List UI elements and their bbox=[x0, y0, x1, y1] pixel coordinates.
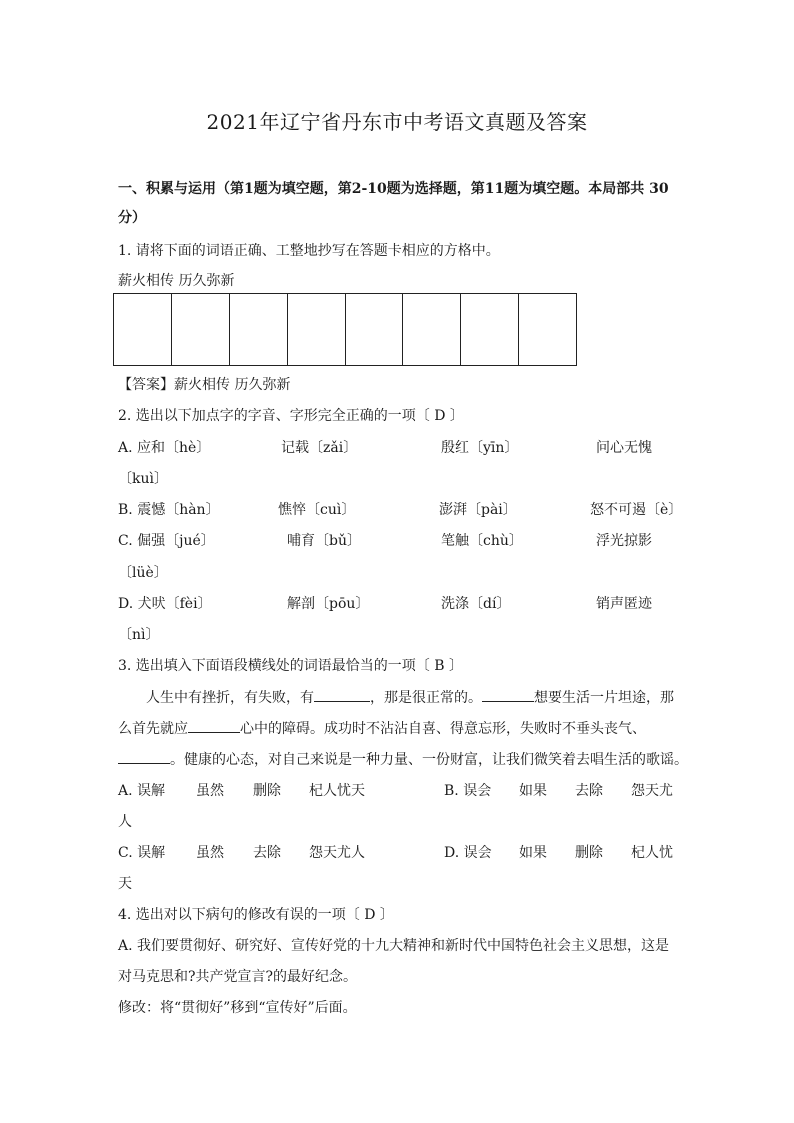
grid-cell[interactable] bbox=[230, 294, 288, 365]
q1-answer: 【答案】薪火相传 历久弥新 bbox=[118, 377, 291, 393]
grid-cell[interactable] bbox=[172, 294, 230, 365]
q4-stem: 4. 选出对以下病句的修改有误的一项〔 D 〕 bbox=[118, 907, 394, 923]
grid-cell[interactable] bbox=[403, 294, 461, 365]
section-heading: 一、积累与运用（第1题为填空题，第2-10题为选择题，第11题为填空题。本局部共 30 bbox=[118, 181, 669, 197]
writing-grid bbox=[113, 293, 577, 366]
q2-option-d-wrap: 〔nì〕 bbox=[118, 627, 160, 643]
q2-option-d-word4: 销声匿迹 bbox=[596, 596, 652, 612]
q3-stem: 3. 选出填入下面语段横线处的词语最恰当的一项〔 B 〕 bbox=[118, 658, 463, 674]
grid-cell[interactable] bbox=[288, 294, 346, 365]
page-title: 2021年辽宁省丹东市中考语文真题及答案 bbox=[206, 110, 588, 134]
q2-option-c-word2: 哺育〔bǔ〕 bbox=[287, 533, 361, 549]
q2-option-c: C. 倔强〔jué〕 bbox=[118, 533, 215, 549]
grid-cell[interactable] bbox=[346, 294, 404, 365]
q2-option-b-word3: 澎湃〔pài〕 bbox=[439, 502, 517, 518]
q3-text: 想要生活一片坦途，那 bbox=[534, 690, 674, 706]
q3-option-d-w4: 杞人忧 bbox=[631, 845, 673, 861]
q3-option-a-w4: 杞人忧天 bbox=[309, 783, 365, 799]
q3-blank-4[interactable] bbox=[118, 751, 170, 764]
q3-passage-line3 bbox=[118, 749, 688, 769]
q3-text: 人生中有挫折，有失败，有 bbox=[146, 690, 314, 706]
q3-option-b-w4: 怨天尤 bbox=[631, 783, 673, 799]
q3-blank-2[interactable] bbox=[482, 689, 534, 702]
q2-option-a-word2: 记载〔zǎi〕 bbox=[281, 440, 358, 456]
q3-option-a: A. 误解 bbox=[118, 783, 166, 799]
q3-blank-3[interactable] bbox=[188, 720, 240, 733]
q3-option-d-wrap: 天 bbox=[118, 876, 132, 892]
q3-option-b: B. 误会 bbox=[444, 783, 492, 799]
grid-cell[interactable] bbox=[114, 294, 172, 365]
q3-option-b-w3: 去除 bbox=[575, 783, 603, 799]
q2-option-a: A. 应和〔hè〕 bbox=[118, 440, 211, 456]
q3-option-b-wrap: 人 bbox=[118, 814, 132, 830]
q2-option-c-word4: 浮光掠影 bbox=[596, 533, 652, 549]
q3-text: ，那是很正常的。 bbox=[370, 690, 482, 706]
q3-passage-line1 bbox=[146, 687, 674, 707]
q2-option-a-word3: 殷红〔yīn〕 bbox=[441, 440, 519, 456]
q3-option-b-w2: 如果 bbox=[519, 783, 547, 799]
q3-text: 心中的障碍。成功时不沾沾自喜、得意忘形，失败时不垂头丧气、 bbox=[240, 721, 646, 737]
q2-option-c-word3: 笔触〔chù〕 bbox=[441, 533, 523, 549]
q3-passage-line2 bbox=[118, 718, 646, 738]
q4-option-a-line2: 对马克思和?共产党宣言?的最好纪念。 bbox=[118, 969, 358, 985]
q3-option-d-w3: 删除 bbox=[575, 845, 603, 861]
q4-option-a-fix: 修改：将“贯彻好”移到“宣传好”后面。 bbox=[118, 1000, 357, 1016]
q3-option-a-w3: 删除 bbox=[253, 783, 281, 799]
q2-option-c-wrap: 〔lüè〕 bbox=[118, 565, 168, 581]
q3-text: 么首先就应 bbox=[118, 721, 188, 737]
q3-option-a-w2: 虽然 bbox=[196, 783, 224, 799]
q2-option-d-word3: 洗涤〔dí〕 bbox=[441, 596, 511, 612]
q1-stem: 1. 请将下面的词语正确、工整地抄写在答题卡相应的方格中。 bbox=[118, 243, 500, 259]
section-heading-cont: 分） bbox=[118, 210, 146, 226]
q3-blank-1[interactable] bbox=[314, 689, 370, 702]
q2-option-b: B. 震憾〔hàn〕 bbox=[118, 502, 220, 518]
q2-option-d-word2: 解剖〔pōu〕 bbox=[287, 596, 370, 612]
q3-option-d: D. 误会 bbox=[444, 845, 492, 861]
grid-cell[interactable] bbox=[519, 294, 576, 365]
q1-words: 薪火相传 历久弥新 bbox=[118, 273, 235, 289]
q3-option-c-w4: 怨天尤人 bbox=[309, 845, 365, 861]
q2-option-a-word4: 问心无愧 bbox=[596, 440, 652, 456]
q2-option-d: D. 犬吠〔fèi〕 bbox=[118, 596, 212, 612]
q3-text: 。健康的心态，对自己来说是一种力量、一份财富，让我们微笑着去唱生活的歌谣。 bbox=[170, 752, 688, 768]
q3-option-c-w3: 去除 bbox=[253, 845, 281, 861]
q2-option-b-word2: 憔悴〔cuì〕 bbox=[278, 502, 356, 518]
q2-option-b-word4: 怒不可遏〔è〕 bbox=[590, 502, 683, 518]
grid-cell[interactable] bbox=[461, 294, 519, 365]
q4-option-a-line1: A. 我们要贯彻好、研究好、宣传好党的十九大精神和新时代中国特色社会主义思想，这是 bbox=[118, 938, 670, 954]
q3-option-d-w2: 如果 bbox=[519, 845, 547, 861]
q2-option-a-wrap: 〔kuì〕 bbox=[118, 471, 168, 487]
q3-option-c-w2: 虽然 bbox=[196, 845, 224, 861]
q2-stem: 2. 选出以下加点字的字音、字形完全正确的一项〔 D 〕 bbox=[118, 408, 464, 424]
q3-option-c: C. 误解 bbox=[118, 845, 166, 861]
